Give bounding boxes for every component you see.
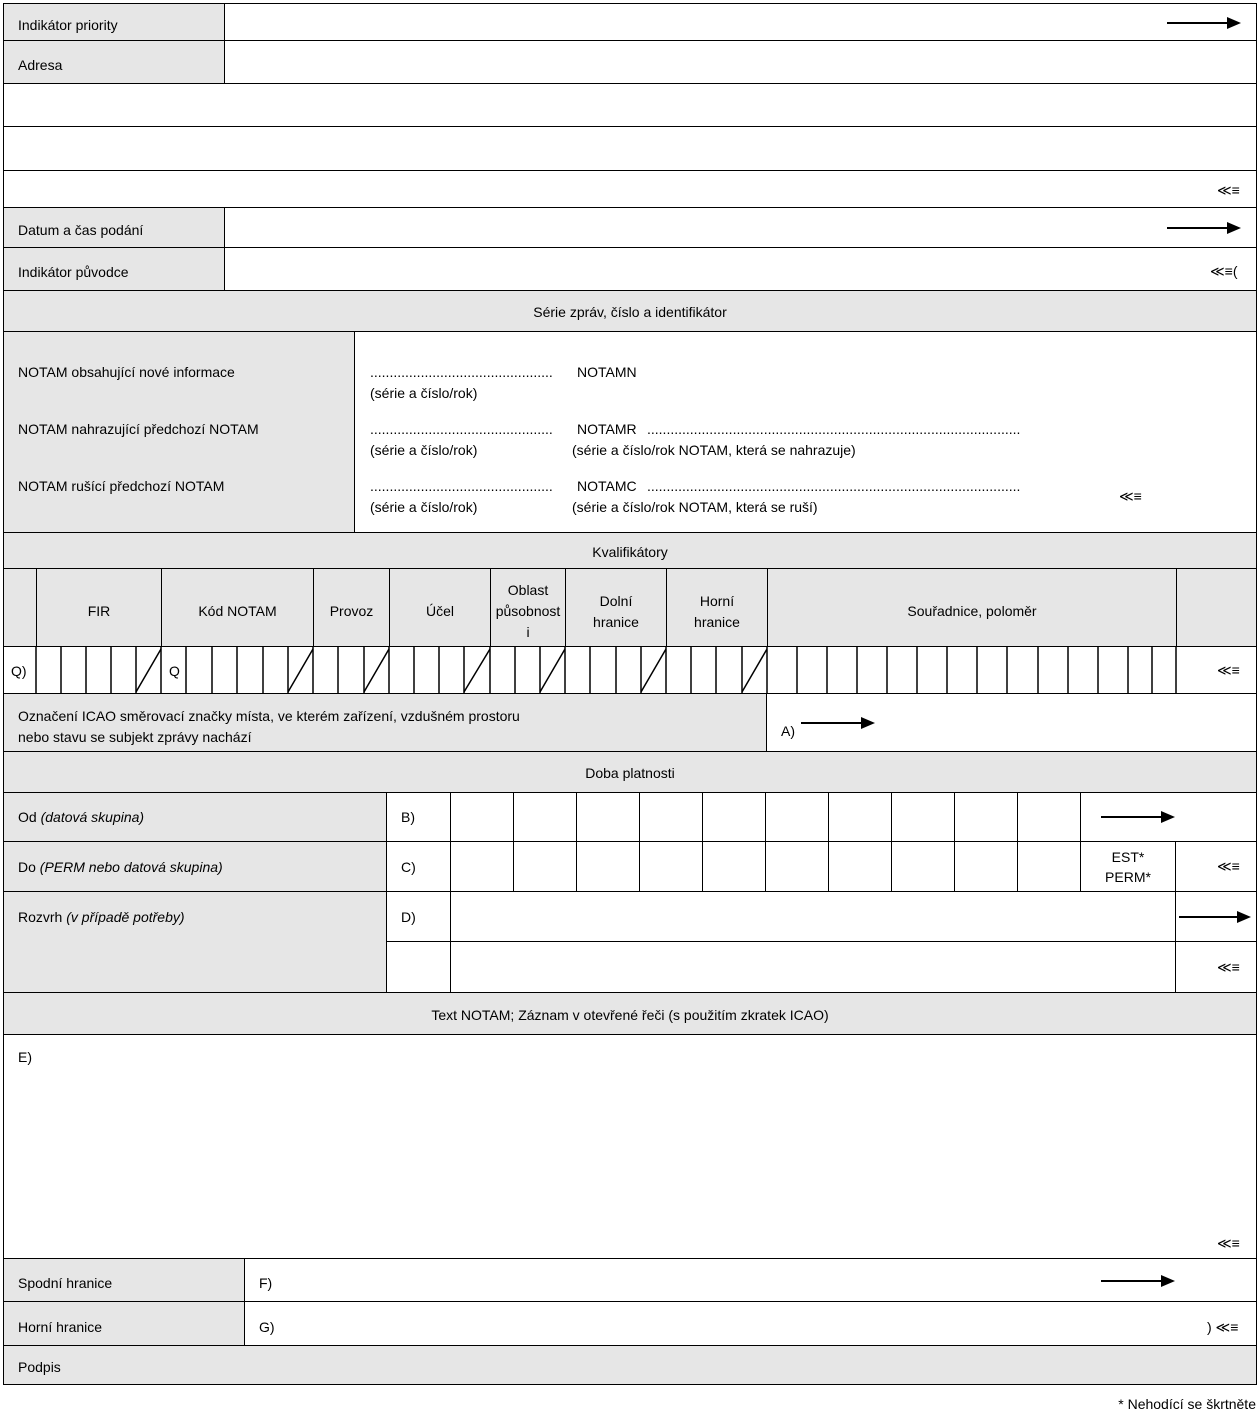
end-of-line-symbol: ≪≡ [1217,858,1240,874]
validity-header [3,751,1257,794]
upper-limit-label-cell [3,1301,246,1347]
text-field[interactable] [3,1034,1257,1260]
originator-label-cell [3,247,226,292]
end-of-line-symbol: ≪≡ [1217,959,1240,975]
validity-title: Doba platnosti [585,765,675,781]
footnote: * Nehodící se škrtněte [1118,1396,1256,1412]
field-f-label: F) [259,1275,273,1291]
upper-limit-field[interactable] [244,1301,1257,1347]
from-hint: (datová skupina) [40,809,145,825]
column-lower-limit [566,591,666,633]
column-notam-code: Kód NOTAM [198,603,277,619]
arrow-right-icon [1101,811,1175,823]
qualifiers-entry-row[interactable] [3,646,1257,695]
text-header [3,992,1257,1036]
series-dots: ............................................... [370,364,553,380]
perm-option[interactable]: PERM* [1105,869,1151,885]
arrow-right-icon [1179,911,1251,923]
arrow-right-icon [1167,17,1241,29]
address-field-4[interactable] [3,170,1257,209]
end-of-line-symbol: ≪≡ [1217,1235,1240,1251]
field-d-label: D) [401,909,416,925]
series-sub-label: (série a číslo/rok) [370,499,478,515]
series-label-new: NOTAM obsahující nové informace [18,364,235,380]
signature-cell[interactable] [3,1345,1257,1385]
arrow-right-icon [1101,1275,1175,1287]
column-scope-line: i [526,624,530,640]
column-purpose: Účel [425,603,454,619]
upper-limit-label: Horní hranice [18,1319,103,1335]
priority-label: Indikátor priority [18,17,118,33]
to-label-text: Do [18,859,36,875]
field-b-label: B) [401,809,415,825]
series-header [3,290,1257,333]
series-sub-label-ref: (série a číslo/rok NOTAM, která se nahrazuje) [572,442,856,458]
series-title: Série zpráv, číslo a identifikátor [533,304,727,320]
notam-type-r: NOTAMR [577,421,637,437]
schedule-label-text: Rozvrh [18,909,63,925]
lower-limit-field[interactable] [244,1258,1257,1303]
originator-label: Indikátor původce [18,264,129,280]
series-trail-dots: ................................................................................................ [647,478,1021,494]
to-label-cell [3,841,388,893]
end-of-line-close-symbol: ) ≪≡ [1207,1319,1239,1335]
lower-limit-label: Spodní hranice [18,1275,113,1291]
address-field-3[interactable] [3,126,1257,172]
field-a-label: A) [781,723,795,739]
q-code-prefix: Q [169,663,180,679]
end-of-line-symbol: ≪≡ [1119,488,1142,504]
arrow-right-icon [1167,222,1241,234]
qualifiers-header [3,532,1257,570]
qualifiers-columns-row [3,568,1257,648]
column-traffic: Provoz [329,603,374,619]
qualifiers-title: Kvalifikátory [592,544,668,560]
q-prefix-label: Q) [11,663,27,679]
to-label [18,858,223,876]
priority-field[interactable] [224,3,1257,42]
from-label-cell [3,792,388,843]
schedule-field[interactable] [386,891,1257,994]
address-label: Adresa [18,57,63,73]
column-fir: FIR [87,603,111,619]
notam-type-n: NOTAMN [577,364,637,380]
from-label [18,808,144,826]
location-text-line1: Označení ICAO směrovací značky místa, ve kterém zařízení, vzdušném prostoru [18,708,520,724]
field-e-label: E) [18,1049,32,1065]
column-lower-line: Dolní [599,593,633,609]
location-field[interactable] [766,693,1257,753]
end-of-line-symbol: ≪≡ [1217,182,1240,198]
to-field[interactable] [386,841,1257,893]
series-dots: ............................................... [370,478,553,494]
series-sub-label: (série a číslo/rok) [370,385,478,401]
series-trail-dots: ................................................................................................ [647,421,1021,437]
notam-type-c: NOTAMC [577,478,637,494]
from-label-text: Od [18,809,37,825]
lower-limit-label-cell [3,1258,246,1303]
originator-field[interactable] [224,247,1257,292]
filing-label: Datum a čas podání [18,222,144,238]
series-label-replace: NOTAM nahrazující předchozí NOTAM [18,421,259,437]
address-field-2[interactable] [3,83,1257,128]
column-scope-line: Oblast [507,582,549,598]
series-dots: ............................................... [370,421,553,437]
from-field[interactable] [386,792,1257,843]
filing-label-cell [3,207,226,249]
column-scope [491,580,565,643]
series-sub-label: (série a číslo/rok) [370,442,478,458]
arrow-right-icon [801,717,875,729]
schedule-hint: (v případě potřeby) [66,909,185,925]
column-lower-line: hranice [593,614,639,630]
address-field-1[interactable] [224,40,1257,85]
series-sub-label-ref: (série a číslo/rok NOTAM, která se ruší) [572,499,818,515]
column-upper-line: Horní [699,593,735,609]
series-labels-cell [3,331,356,534]
est-option[interactable]: EST* [1111,849,1145,865]
series-values-cell[interactable] [354,331,1257,534]
address-label-cell [3,40,226,85]
location-label-cell [3,693,768,753]
priority-label-cell [3,3,226,42]
location-text-line2: nebo stavu se subjekt zprávy nachází [18,729,252,745]
end-of-line-open-symbol: ≪≡( [1210,263,1238,279]
column-upper-limit [667,591,767,633]
signature-label: Podpis [18,1359,61,1375]
field-g-label: G) [259,1319,275,1335]
filing-field[interactable] [224,207,1257,249]
end-of-line-symbol: ≪≡ [1217,662,1240,678]
field-c-label: C) [401,859,416,875]
series-label-cancel: NOTAM rušící předchozí NOTAM [18,478,225,494]
schedule-label-cell [3,891,388,994]
text-title: Text NOTAM; Záznam v otevřené řeči (s použitím zkratek ICAO) [431,1007,829,1023]
schedule-label [18,908,185,926]
column-scope-line: působnost [495,603,561,619]
qualifier-grid [4,647,1258,694]
to-hint: (PERM nebo datová skupina) [39,859,223,875]
column-upper-line: hranice [694,614,740,630]
column-coordinates: Souřadnice, poloměr [907,603,1037,619]
